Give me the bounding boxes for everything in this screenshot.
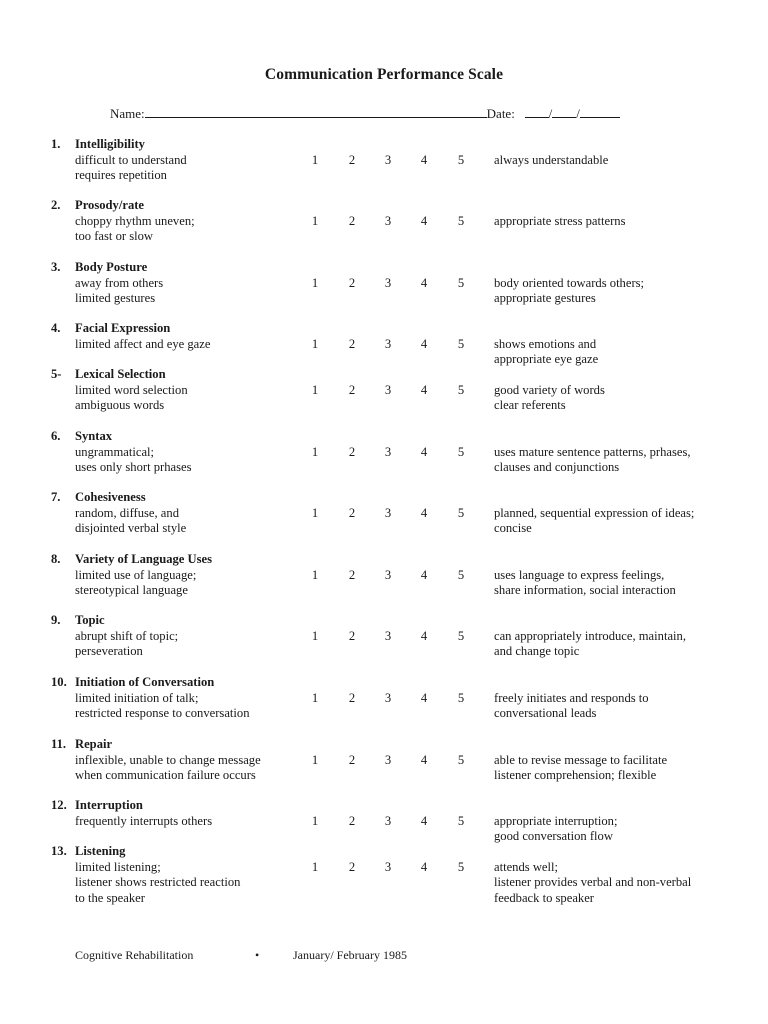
- high-descriptor-line: can appropriately introduce, maintain,: [494, 628, 686, 643]
- rating-option[interactable]: 4: [420, 382, 428, 397]
- rating-option[interactable]: 2: [348, 275, 356, 290]
- rating-option[interactable]: 1: [311, 505, 319, 520]
- high-descriptor: [494, 445, 691, 476]
- rating-option[interactable]: 3: [384, 859, 392, 874]
- low-descriptor: [75, 506, 186, 537]
- item-number: 5-: [51, 367, 62, 381]
- high-descriptor-line: good conversation flow: [494, 829, 613, 844]
- high-descriptor-line: listener provides verbal and non-verbal: [494, 875, 692, 890]
- high-descriptor-line: appropriate eye gaze: [494, 352, 599, 367]
- rating-option[interactable]: 1: [311, 382, 319, 397]
- item-number: 6.: [51, 429, 61, 443]
- low-descriptor: [75, 629, 178, 660]
- high-descriptor: [494, 214, 626, 230]
- date-separator: /: [548, 106, 553, 121]
- item-title: Listening: [75, 844, 126, 858]
- item-number: 12.: [51, 798, 67, 812]
- rating-option[interactable]: 2: [348, 336, 356, 351]
- rating-option[interactable]: 3: [384, 336, 392, 351]
- rating-option[interactable]: 4: [420, 213, 428, 228]
- low-descriptor-line: ungrammatical;: [75, 444, 155, 459]
- high-descriptor-line: always understandable: [494, 152, 609, 167]
- low-descriptor-line: away from others: [75, 275, 164, 290]
- rating-option[interactable]: 5: [457, 505, 465, 520]
- rating-option[interactable]: 4: [420, 567, 428, 582]
- low-descriptor-line: uses only short prhases: [75, 460, 192, 475]
- low-descriptor-line: disjointed verbal style: [75, 521, 187, 536]
- low-descriptor-line: limited initiation of talk;: [75, 690, 199, 705]
- rating-option[interactable]: 2: [348, 505, 356, 520]
- high-descriptor-line: attends well;: [494, 859, 559, 874]
- high-descriptor: [494, 860, 691, 907]
- rating-option[interactable]: 2: [348, 813, 356, 828]
- low-descriptor-line: ambiguous words: [75, 398, 165, 413]
- low-descriptor-line: difficult to understand: [75, 152, 187, 167]
- date-month-blank[interactable]: [525, 105, 549, 118]
- rating-option[interactable]: 5: [457, 859, 465, 874]
- low-descriptor-line: to the speaker: [75, 890, 145, 905]
- high-descriptor-line: concise: [494, 521, 532, 536]
- high-descriptor: [494, 691, 649, 722]
- high-descriptor: [494, 276, 644, 307]
- rating-option[interactable]: 5: [457, 752, 465, 767]
- high-descriptor-line: appropriate interruption;: [494, 813, 618, 828]
- high-descriptor-line: freely initiates and responds to: [494, 690, 649, 705]
- high-descriptor-line: appropriate gestures: [494, 291, 596, 306]
- rating-option[interactable]: 1: [311, 628, 319, 643]
- low-descriptor-line: perseveration: [75, 644, 143, 659]
- low-descriptor-line: when communication failure occurs: [75, 768, 256, 783]
- rating-option[interactable]: 4: [420, 505, 428, 520]
- high-descriptor-line: body oriented towards others;: [494, 275, 645, 290]
- low-descriptor-line: limited affect and eye gaze: [75, 336, 211, 351]
- high-descriptor-line: listener comprehension; flexible: [494, 768, 657, 783]
- low-descriptor-line: listener shows restricted reaction: [75, 875, 241, 890]
- low-descriptor-line: too fast or slow: [75, 229, 154, 244]
- document-title: Communication Performance Scale: [264, 66, 504, 83]
- item-number: 9.: [51, 613, 61, 627]
- low-descriptor: [75, 860, 240, 907]
- rating-option[interactable]: 5: [457, 336, 465, 351]
- rating-option[interactable]: 2: [348, 567, 356, 582]
- rating-option[interactable]: 3: [384, 152, 392, 167]
- rating-option[interactable]: 3: [384, 628, 392, 643]
- low-descriptor-line: choppy rhythm uneven;: [75, 213, 195, 228]
- rating-option[interactable]: 5: [457, 275, 465, 290]
- rating-option[interactable]: 3: [384, 275, 392, 290]
- low-descriptor: [75, 153, 187, 184]
- rating-option[interactable]: 5: [457, 813, 465, 828]
- high-descriptor: [494, 814, 617, 845]
- low-descriptor-line: random, diffuse, and: [75, 505, 179, 520]
- footer-source: Cognitive Rehabilitation: [75, 948, 194, 962]
- item-title: Intelligibility: [75, 137, 145, 151]
- low-descriptor-line: inflexible, unable to change message: [75, 752, 261, 767]
- rating-option[interactable]: 4: [420, 813, 428, 828]
- high-descriptor: [494, 506, 694, 537]
- high-descriptor-line: conversational leads: [494, 706, 597, 721]
- item-number: 11.: [51, 737, 67, 751]
- rating-option[interactable]: 1: [311, 152, 319, 167]
- high-descriptor-line: uses mature sentence patterns, prhases,: [494, 444, 691, 459]
- rating-option[interactable]: 1: [311, 690, 319, 705]
- item-title: Interruption: [75, 798, 143, 812]
- item-title: Topic: [75, 613, 105, 627]
- high-descriptor: [494, 337, 598, 368]
- rating-option[interactable]: 1: [311, 859, 319, 874]
- high-descriptor-line: shows emotions and: [494, 336, 597, 351]
- date-label: Date:: [486, 106, 515, 121]
- rating-option[interactable]: 1: [311, 444, 319, 459]
- rating-option[interactable]: 1: [311, 752, 319, 767]
- rating-option[interactable]: 1: [311, 813, 319, 828]
- high-descriptor-line: able to revise message to facilitate: [494, 752, 668, 767]
- item-number: 2.: [51, 198, 61, 212]
- item-title: Syntax: [75, 429, 113, 443]
- item-number: 7.: [51, 490, 61, 504]
- rating-option[interactable]: 1: [311, 213, 319, 228]
- rating-option[interactable]: 4: [420, 690, 428, 705]
- rating-option[interactable]: 3: [384, 382, 392, 397]
- low-descriptor: [75, 445, 191, 476]
- item-number: 8.: [51, 552, 61, 566]
- rating-option[interactable]: 2: [348, 444, 356, 459]
- item-number: 13.: [51, 844, 67, 858]
- item-title: Variety of Language Uses: [75, 552, 213, 566]
- low-descriptor: [75, 814, 212, 830]
- rating-option[interactable]: 2: [348, 382, 356, 397]
- rating-option[interactable]: 2: [348, 690, 356, 705]
- low-descriptor: [75, 691, 250, 722]
- low-descriptor-line: frequently interrupts others: [75, 813, 213, 828]
- rating-option[interactable]: 3: [384, 213, 392, 228]
- low-descriptor: [75, 276, 163, 307]
- high-descriptor: [494, 753, 667, 784]
- rating-option[interactable]: 2: [348, 628, 356, 643]
- low-descriptor-line: limited listening;: [75, 859, 161, 874]
- high-descriptor: [494, 568, 676, 599]
- rating-option[interactable]: 1: [311, 275, 319, 290]
- footer-bullet: •: [255, 948, 260, 962]
- rating-option[interactable]: 5: [457, 444, 465, 459]
- date-day-blank[interactable]: [552, 105, 576, 118]
- high-descriptor: [494, 629, 686, 660]
- rating-option[interactable]: 3: [384, 505, 392, 520]
- rating-option[interactable]: 4: [420, 152, 428, 167]
- item-title: Lexical Selection: [75, 367, 166, 381]
- name-blank[interactable]: [145, 105, 487, 118]
- item-title: Cohesiveness: [75, 490, 146, 504]
- item-title: Body Posture: [75, 260, 148, 274]
- high-descriptor-line: clear referents: [494, 398, 566, 413]
- high-descriptor-line: feedback to speaker: [494, 890, 594, 905]
- high-descriptor: [494, 383, 605, 414]
- item-title: Prosody/rate: [75, 198, 145, 212]
- rating-option[interactable]: 3: [384, 690, 392, 705]
- rating-option[interactable]: 2: [348, 752, 356, 767]
- high-descriptor-line: clauses and conjunctions: [494, 460, 620, 475]
- item-title: Repair: [75, 737, 113, 751]
- high-descriptor-line: good variety of words: [494, 382, 605, 397]
- footer-issue: January/ February 1985: [293, 948, 407, 962]
- high-descriptor-line: appropriate stress patterns: [494, 213, 626, 228]
- rating-option[interactable]: 5: [457, 213, 465, 228]
- low-descriptor-line: limited use of language;: [75, 567, 197, 582]
- high-descriptor-line: planned, sequential expression of ideas;: [494, 505, 695, 520]
- item-number: 1.: [51, 137, 61, 151]
- item-title: Initiation of Conversation: [75, 675, 215, 689]
- date-separator: /: [576, 106, 580, 121]
- low-descriptor-line: requires repetition: [75, 168, 167, 183]
- low-descriptor: [75, 383, 188, 414]
- low-descriptor-line: abrupt shift of topic;: [75, 628, 179, 643]
- item-number: 3.: [51, 260, 61, 274]
- date-year-blank[interactable]: [580, 105, 620, 118]
- name-label: Name:: [110, 106, 145, 121]
- rating-option[interactable]: 4: [420, 752, 428, 767]
- rating-option[interactable]: 2: [348, 213, 356, 228]
- rating-option[interactable]: 4: [420, 444, 428, 459]
- low-descriptor-line: limited gestures: [75, 291, 156, 306]
- low-descriptor-line: limited word selection: [75, 382, 188, 397]
- high-descriptor-line: and change topic: [494, 644, 580, 659]
- rating-option[interactable]: 4: [420, 628, 428, 643]
- rating-option[interactable]: 4: [420, 336, 428, 351]
- low-descriptor-line: restricted response to conversation: [75, 706, 250, 721]
- rating-option[interactable]: 2: [348, 859, 356, 874]
- rating-option[interactable]: 5: [457, 628, 465, 643]
- rating-option[interactable]: 5: [457, 152, 465, 167]
- item-title: Facial Expression: [75, 321, 171, 335]
- rating-option[interactable]: 3: [384, 567, 392, 582]
- rating-option[interactable]: 5: [457, 382, 465, 397]
- low-descriptor: [75, 214, 195, 245]
- rating-option[interactable]: 3: [384, 813, 392, 828]
- rating-option[interactable]: 3: [384, 444, 392, 459]
- low-descriptor: [75, 753, 261, 784]
- high-descriptor: [494, 153, 608, 169]
- item-number: 10.: [51, 675, 67, 689]
- item-number: 4.: [51, 321, 61, 335]
- low-descriptor: [75, 337, 210, 353]
- name-date-line: [110, 105, 620, 122]
- rating-option[interactable]: 4: [420, 859, 428, 874]
- high-descriptor-line: share information, social interaction: [494, 583, 676, 598]
- rating-option[interactable]: 5: [457, 567, 465, 582]
- low-descriptor-line: stereotypical language: [75, 583, 188, 598]
- rating-option[interactable]: 1: [311, 567, 319, 582]
- rating-option[interactable]: 1: [311, 336, 319, 351]
- high-descriptor-line: uses language to express feelings,: [494, 567, 665, 582]
- rating-option[interactable]: 4: [420, 275, 428, 290]
- low-descriptor: [75, 568, 196, 599]
- rating-option[interactable]: 5: [457, 690, 465, 705]
- rating-option[interactable]: 3: [384, 752, 392, 767]
- rating-option[interactable]: 2: [348, 152, 356, 167]
